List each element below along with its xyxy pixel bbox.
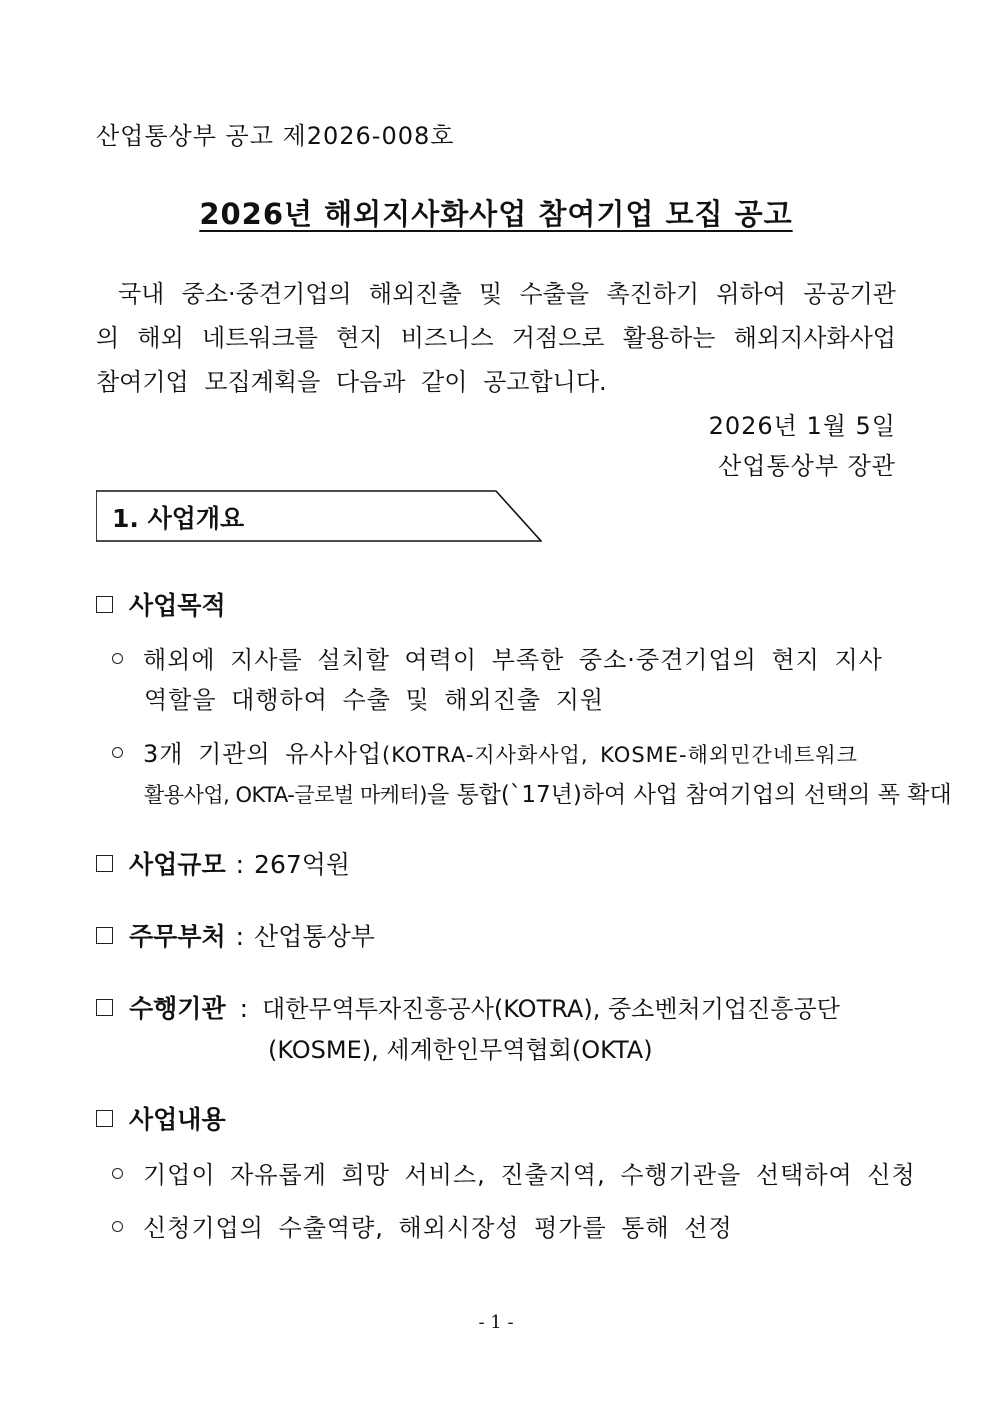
purpose-bullet-1: [112, 640, 883, 675]
purpose-bullet-1-line-2: 역할을 대행하여 수출 및 해외진출 지원: [144, 686, 605, 714]
scale-row: [96, 845, 350, 881]
purpose-heading: [96, 586, 226, 622]
checkbox-square-icon: [96, 927, 113, 944]
content-bullet-2-text: 신청기업의 수출역량, 해외시장성 평가를 통해 선정: [143, 1214, 733, 1242]
section-heading-box: [96, 490, 542, 542]
bullet-circle-icon: [112, 653, 123, 664]
content-bullet-1-text: 기업이 자유롭게 희망 서비스, 진출지역, 수행기관을 선택하여 신청: [143, 1161, 916, 1189]
section-title: 1. 사업개요: [112, 504, 245, 533]
bullet-circle-icon: [112, 1221, 123, 1232]
bullet-circle-icon: [112, 747, 123, 758]
notice-number: 산업통상부 공고 제2026-008호: [96, 122, 455, 150]
agencies-line-1: 대한무역투자진흥공사(KOTRA), 중소벤처기업진흥공단: [262, 995, 840, 1023]
purpose-bullet-2: [112, 734, 858, 769]
ministry-separator: :: [235, 922, 245, 951]
checkbox-square-icon: [96, 855, 113, 872]
document-title: 2026년 해외지사화사업 참여기업 모집 공고: [199, 197, 793, 231]
purpose-bullet-2-line-2: [144, 776, 952, 809]
announcement-date: 2026년 1월 5일: [708, 412, 896, 440]
purpose-bullet-2-paren: (KOTRA-지사화사업, KOSME-해외민간네트워크: [382, 743, 858, 767]
purpose-bullet-1-line-1: 해외에 지사를 설치할 여력이 부족한 중소·중견기업의 현지 지사: [143, 646, 883, 674]
purpose-bullet-2-small: 활용사업, OKTA-글로벌 마케터): [144, 783, 427, 807]
issuer-name: 산업통상부 장관: [718, 452, 896, 480]
content-bullet-1: [112, 1155, 916, 1190]
checkbox-square-icon: [96, 999, 113, 1016]
scale-separator: :: [235, 850, 245, 879]
agencies-separator: :: [239, 994, 249, 1023]
purpose-bullet-2-rest: 을 통합(`17년)하여 사업 참여기업의 선택의 폭 확대: [426, 782, 952, 808]
agencies-row: [96, 989, 840, 1025]
bullet-circle-icon: [112, 1168, 123, 1179]
scale-value: 267억원: [254, 850, 351, 879]
content-label: 사업내용: [129, 1105, 226, 1134]
agencies-line-2: (KOSME), 세계한인무역협회(OKTA): [268, 1036, 653, 1064]
content-bullet-2: [112, 1208, 733, 1243]
checkbox-square-icon: [96, 1110, 113, 1127]
ministry-row: [96, 917, 375, 953]
agencies-label: 수행기관: [129, 994, 226, 1023]
scale-label: 사업규모: [129, 850, 226, 879]
page-number: - 1 -: [478, 1312, 514, 1333]
purpose-bullet-2-main: 3개 기관의 유사사업: [143, 740, 382, 768]
intro-paragraph: 국내 중소·중견기업의 해외진출 및 수출을 촉진하기 위하여 공공기관의 해외 네트워크를 현지 비즈니스 거점으로 활용하는 해외지사화사업 참여기업 모집계획을 다음과 같이 공고합니다.: [96, 280, 896, 396]
content-heading: [96, 1100, 226, 1136]
ministry-value: 산업통상부: [254, 922, 375, 951]
purpose-label: 사업목적: [129, 591, 226, 620]
checkbox-square-icon: [96, 596, 113, 613]
ministry-label: 주무부처: [129, 922, 226, 951]
